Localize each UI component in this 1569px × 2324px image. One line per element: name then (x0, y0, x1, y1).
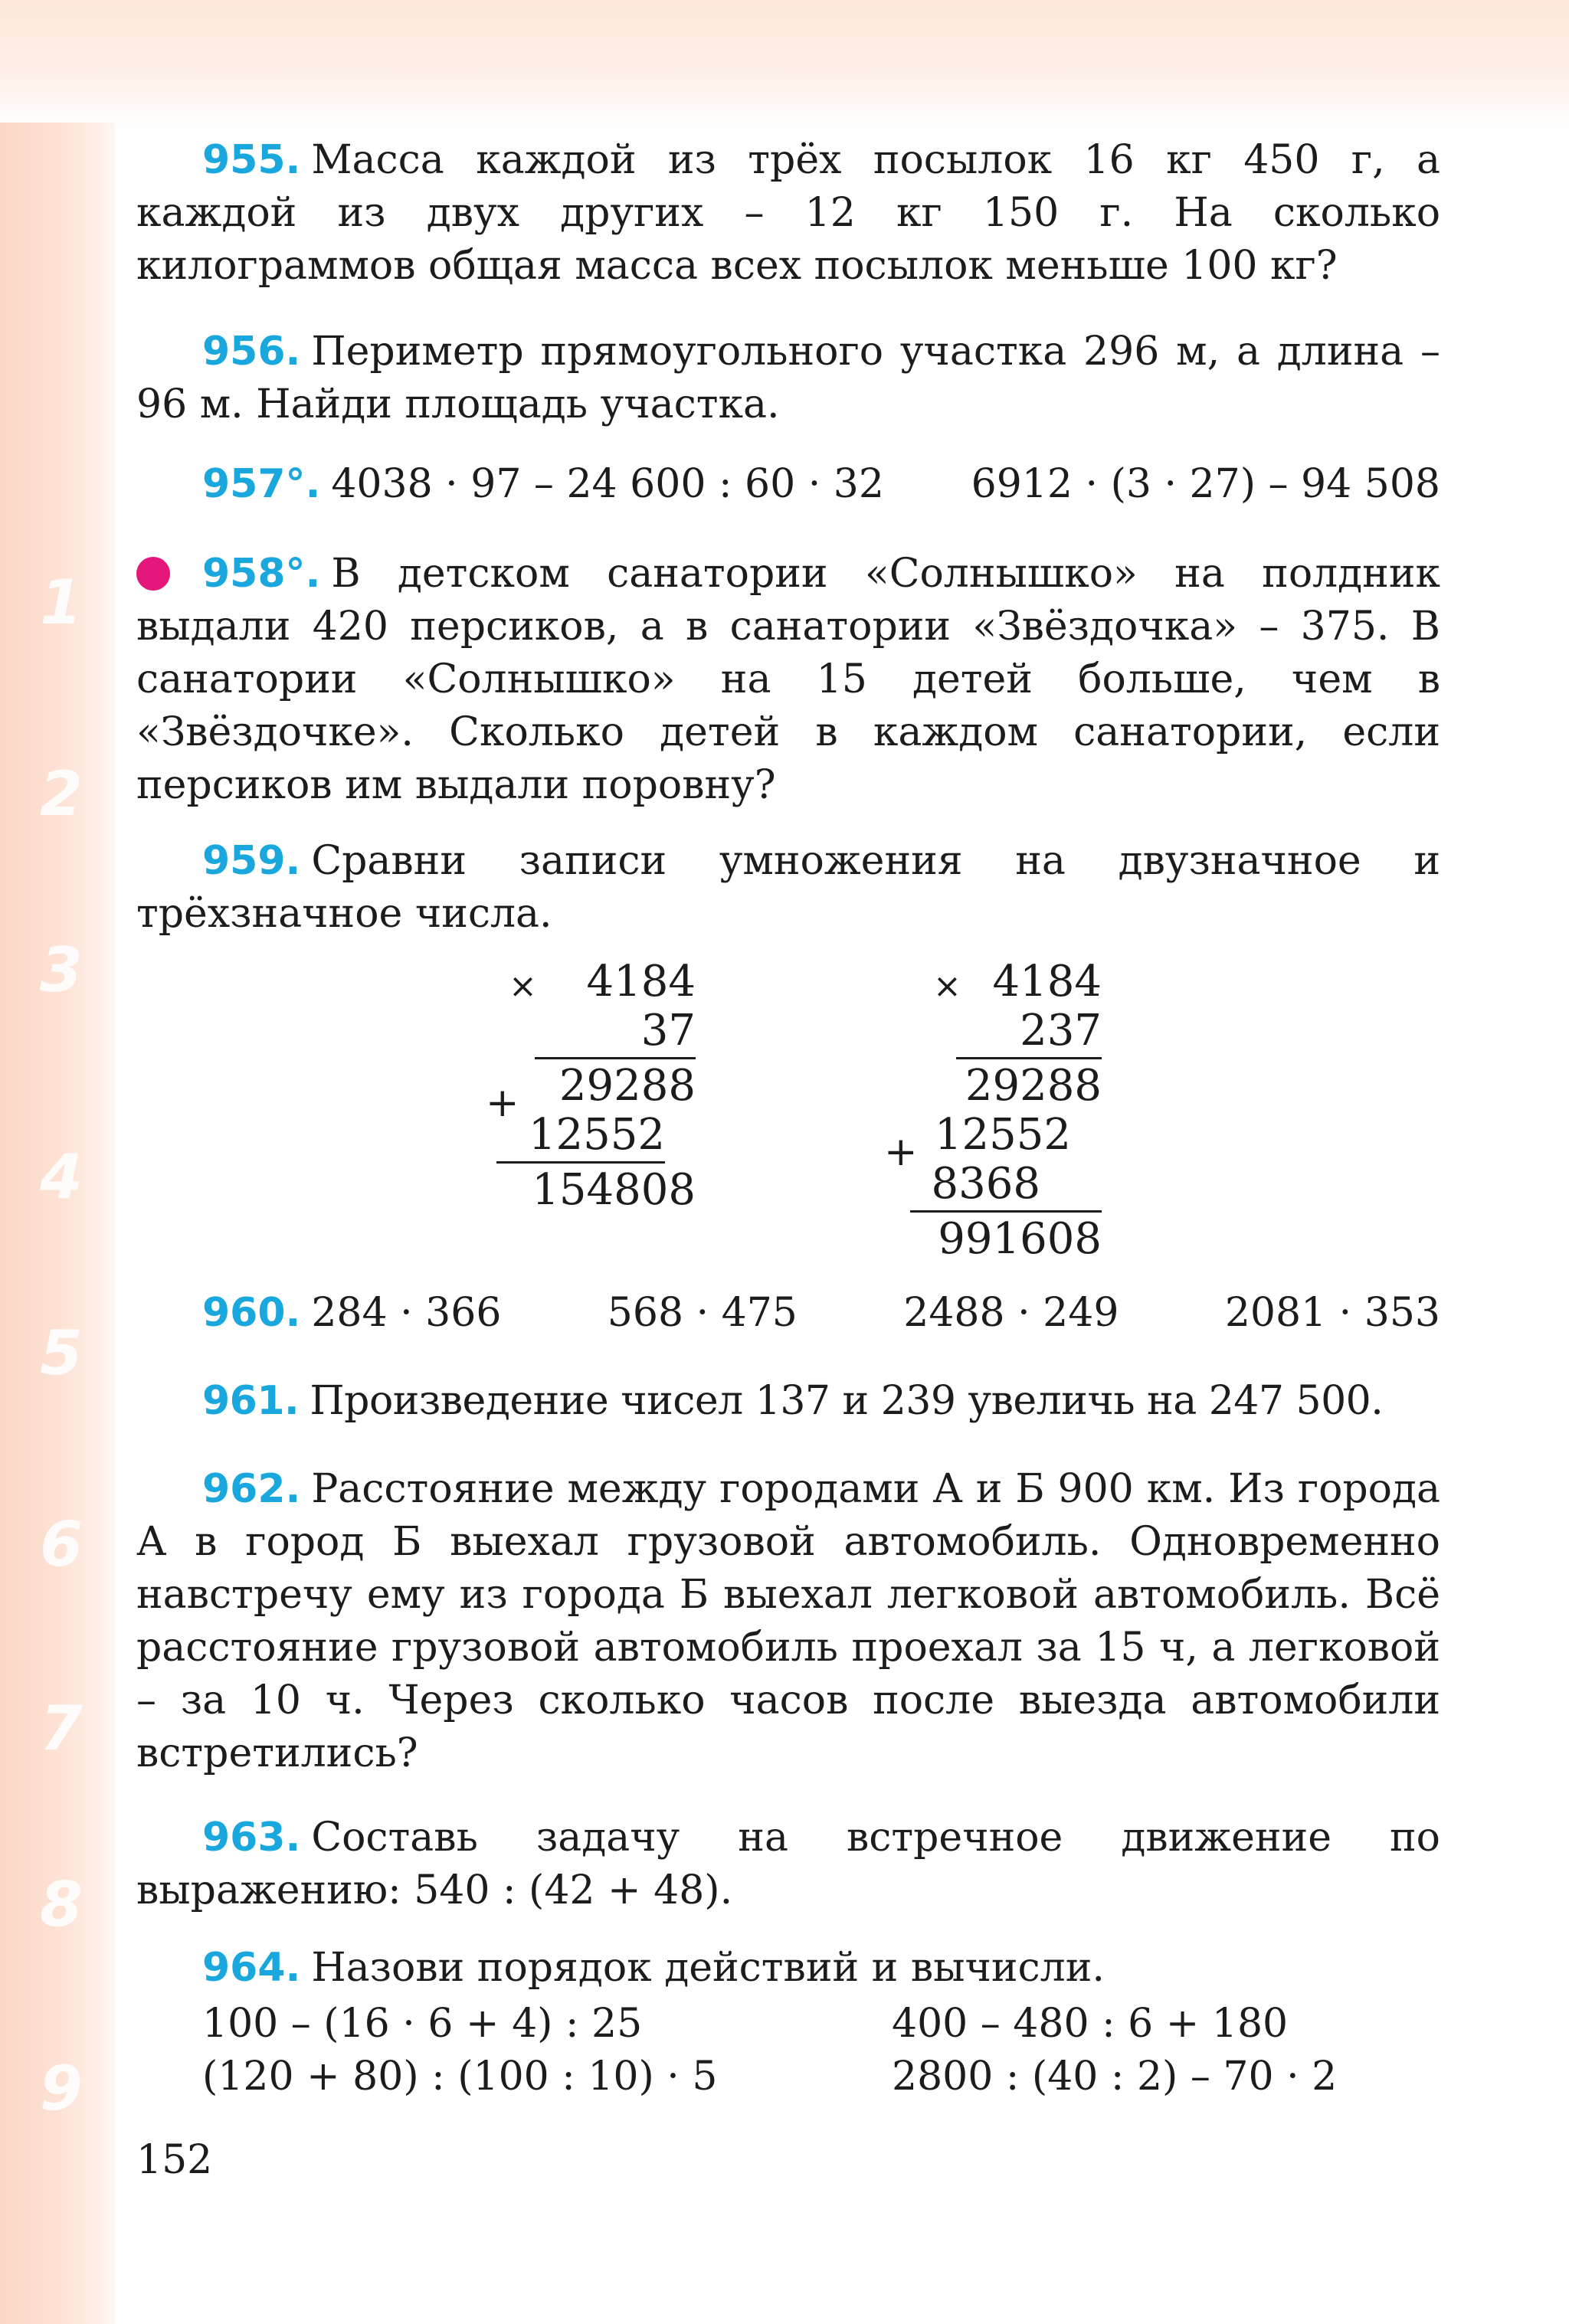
expression: 100 – (16 · 6 + 4) : 25 (202, 2001, 643, 2047)
multiplication-left (486, 957, 696, 1233)
task-961 (136, 1375, 1440, 1428)
task-text: Периметр прямоугольного участка 296 м, а длина – 96 м. Найди площадь участка. (136, 329, 1440, 427)
expression: 284 · 366 (311, 1290, 502, 1336)
task-955 (136, 134, 1440, 293)
partial-product: 12552 (934, 1110, 1071, 1160)
task-960 (136, 1287, 1440, 1340)
page-number: 152 (136, 2137, 213, 2183)
side-number: 7 (40, 1693, 83, 1764)
side-number: 6 (40, 1509, 83, 1580)
side-number: 2 (40, 758, 83, 830)
task-964 (136, 1942, 1440, 2103)
expression: 400 – 480 : 6 + 180 (892, 2001, 1289, 2047)
rule-line (910, 1210, 1102, 1213)
task-number: 958°. (202, 551, 321, 597)
rule-line (956, 1057, 1102, 1059)
side-number: 4 (40, 1141, 83, 1213)
task-957 (136, 458, 1440, 511)
side-number: 5 (40, 1317, 83, 1389)
task-text: Составь задачу на встречное движение по выражению: 540 : (42 + 48). (136, 1815, 1440, 1913)
task-text: Расстояние между городами А и Б 900 км. Из города А в город Б выехал грузовой автомобиль. Одновременно навстречу ему из города Б выехал легковой автомобиль. Всё расстояние грузовой автомобиль проехал за 15 ч, а легковой – за 10 ч. Через сколько часов после выезда автомобили встретились? (136, 1466, 1440, 1776)
task-959 (136, 835, 1440, 941)
task-text: Произведение чисел 137 и 239 увеличь на 247 500. (310, 1378, 1384, 1424)
task-number: 964. (202, 1945, 301, 1991)
task-text: Сравни записи умножения на двузначное и трёхзначное числа. (136, 838, 1440, 937)
side-number: 9 (40, 2053, 83, 2124)
expression: 4038 · 97 – 24 600 : 60 · 32 (331, 461, 884, 507)
task-number: 960. (202, 1290, 301, 1336)
partial-product: 8368 (931, 1159, 1040, 1209)
partial-product: 29288 (558, 1061, 696, 1111)
task-text: Назови порядок действий и вычисли. (311, 1945, 1105, 1991)
times-sign: × (509, 967, 537, 1006)
expression: 2488 · 249 (903, 1290, 1119, 1336)
side-number: 8 (40, 1869, 83, 1940)
difficulty-marker-icon (136, 557, 170, 591)
multiplicand: 4184 (586, 957, 696, 1007)
expression: 2081 · 353 (1224, 1290, 1440, 1336)
side-number: 1 (40, 567, 83, 638)
task-text: Масса каждой из трёх посылок 16 кг 450 г, а каждой из двух других – 12 кг 150 г. На сколько килограммов общая масса всех посылок меньше 100 кг? (136, 137, 1440, 289)
task-958 (136, 548, 1440, 812)
plus-sign: + (486, 1080, 519, 1126)
task-962 (136, 1463, 1440, 1780)
expression: 6912 · (3 · 27) – 94 508 (971, 461, 1440, 507)
rule-line (535, 1057, 696, 1059)
expression: (120 + 80) : (100 : 10) · 5 (202, 2054, 718, 2100)
task-number: 961. (202, 1378, 300, 1424)
product: 991608 (938, 1214, 1102, 1264)
task-number: 962. (202, 1466, 301, 1512)
expression: 568 · 475 (607, 1290, 798, 1336)
times-sign: × (933, 967, 961, 1006)
multiplicand: 4184 (992, 957, 1102, 1007)
rule-line (496, 1161, 665, 1164)
multiplier: 37 (640, 1006, 696, 1056)
task-number: 963. (202, 1815, 301, 1861)
multiplier: 237 (1020, 1006, 1102, 1056)
multiplication-right (884, 957, 1102, 1279)
task-963 (136, 1812, 1440, 1917)
task-number: 957°. (202, 461, 321, 507)
task-number: 956. (202, 329, 301, 375)
task-956 (136, 326, 1440, 431)
side-number: 3 (40, 935, 83, 1006)
task-number: 959. (202, 838, 301, 884)
product: 154808 (532, 1165, 696, 1215)
plus-sign: + (884, 1129, 918, 1175)
partial-product: 29288 (965, 1061, 1102, 1111)
task-text: В детском санатории «Солнышко» на полдник выдали 420 персиков, а в санатории «Звёздочка» – 375. В санатории «Солнышко» на 15 детей больше, чем в «Звёздочке». Сколько детей в каждом санатории, если персиков им выдали поровну? (136, 551, 1440, 808)
expression: 2800 : (40 : 2) – 70 · 2 (892, 2054, 1338, 2100)
top-decor-band (0, 0, 1569, 130)
task-number: 955. (202, 137, 301, 183)
side-decor-band (0, 123, 115, 2324)
partial-product: 12552 (528, 1110, 665, 1160)
